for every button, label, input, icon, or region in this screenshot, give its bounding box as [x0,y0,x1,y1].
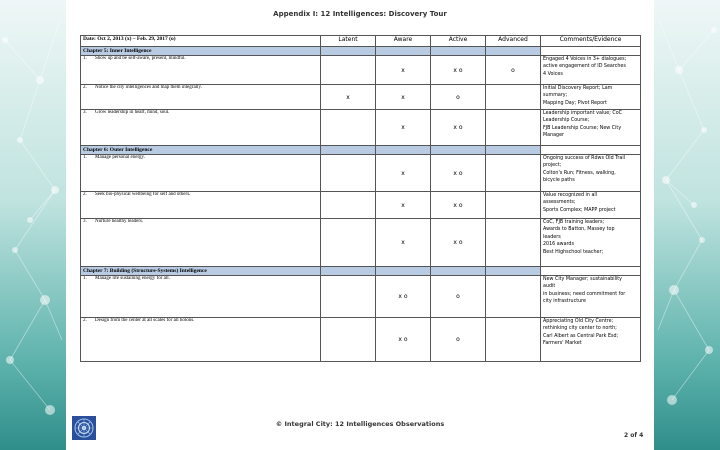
comments-header: Comments/Evidence [541,36,641,47]
aware-mark: x [376,155,431,192]
evidence-cell: Appreciating Old City Centre; rethinking city center to north; Carl Albert as Central Park Esd; Farmers' Market [541,318,641,362]
intelligences-table [80,35,641,362]
advanced-mark [486,110,541,146]
chapter-title: Chapter 7: Building (Structure-Systems) Intelligence [81,267,321,276]
active-mark: o [431,318,486,362]
chapter-title: Chapter 6: Outer Intelligence [81,146,321,155]
chapter-row [81,267,641,276]
advanced-mark [486,155,541,192]
active-mark: x o [431,155,486,192]
evidence-cell: New City Manager; sustainability audit in business; need commitment for city infrastructure [541,276,641,318]
item-text: 2. Design from the center at all scales for all holons. [81,318,321,362]
active-mark: x o [431,219,486,267]
advanced-mark [486,276,541,318]
item-text: 2. Notice the city intelligences and map them integrally. [81,85,321,110]
table-row [81,192,641,219]
aware-mark: x [376,219,431,267]
evidence-cell: Initial Discovery Report; Lam summary; Mapping Day; Pivot Report [541,85,641,110]
aware-mark: x o [376,318,431,362]
latent-mark [321,192,376,219]
advanced-mark [486,219,541,267]
advanced-mark [486,85,541,110]
active-mark: o [431,85,486,110]
table-header-row [81,36,641,47]
chapter-title: Chapter 5: Inner Intelligence [81,47,321,56]
item-text: 2. Seek bio-physical wellbeing for self and others. [81,192,321,219]
document-page [66,0,654,450]
active-header: Active [431,36,486,47]
latent-mark: x [321,85,376,110]
network-pattern-right [654,0,720,450]
aware-header: Aware [376,36,431,47]
table-row [81,56,641,85]
item-text: 1. Show up and be self-aware, present, mindful. [81,56,321,85]
table-row [81,219,641,267]
left-decorative-panel [0,0,66,450]
item-text: 3. Grow leadership in heart, mind, soul. [81,110,321,146]
aware-mark: x o [376,276,431,318]
active-mark: x o [431,192,486,219]
latent-mark [321,110,376,146]
active-mark: x o [431,56,486,85]
table-row [81,110,641,146]
aware-mark: x [376,85,431,110]
table-row [81,155,641,192]
right-decorative-panel [654,0,720,450]
item-text: 1. Manage personal energy. [81,155,321,192]
page-number: 2 of 4 [624,432,644,439]
active-mark: x o [431,110,486,146]
latent-mark [321,219,376,267]
evidence-cell: CoC, FJB training leaders; Awards to Batton, Massey top leaders 2016 awards Best Highschool teacher; [541,219,641,267]
aware-mark: x [376,192,431,219]
evidence-cell: Engaged 4 Voices in 3+ dialogues; active engagement of ID Searches 4 Voices [541,56,641,85]
evidence-cell: Leadership important value; CoC Leadership Course; FJB Leadership Course; New City Manager [541,110,641,146]
active-mark: o [431,276,486,318]
latent-mark [321,155,376,192]
latent-mark [321,56,376,85]
table-row [81,276,641,318]
latent-header: Latent [321,36,376,47]
latent-mark [321,276,376,318]
date-header: Date: Oct 2, 2013 (x) – Feb. 29, 2017 (o) [81,36,321,47]
network-pattern-left [0,0,66,450]
table-row [81,318,641,362]
page-footer: © Integral City: 12 Intelligences Observations [275,420,445,428]
table-row [81,85,641,110]
advanced-mark [486,192,541,219]
page-title: Appendix I: 12 Intelligences: Discovery Tour [273,10,447,18]
evidence-cell: Value recognized in all assessments; Sports Complex; MAPP project [541,192,641,219]
advanced-mark: o [486,56,541,85]
advanced-header: Advanced [486,36,541,47]
latent-mark [321,318,376,362]
item-text: 3. Nurture healthy leaders. [81,219,321,267]
chapter-row [81,146,641,155]
chapter-row [81,47,641,56]
aware-mark: x [376,110,431,146]
aware-mark: x [376,56,431,85]
item-text: 1. Manage life sustaining energy for all. [81,276,321,318]
evidence-cell: Ongoing success of Rdws Old Trail project; Colton's Run; Fitness, walking, bicycle paths [541,155,641,192]
advanced-mark [486,318,541,362]
